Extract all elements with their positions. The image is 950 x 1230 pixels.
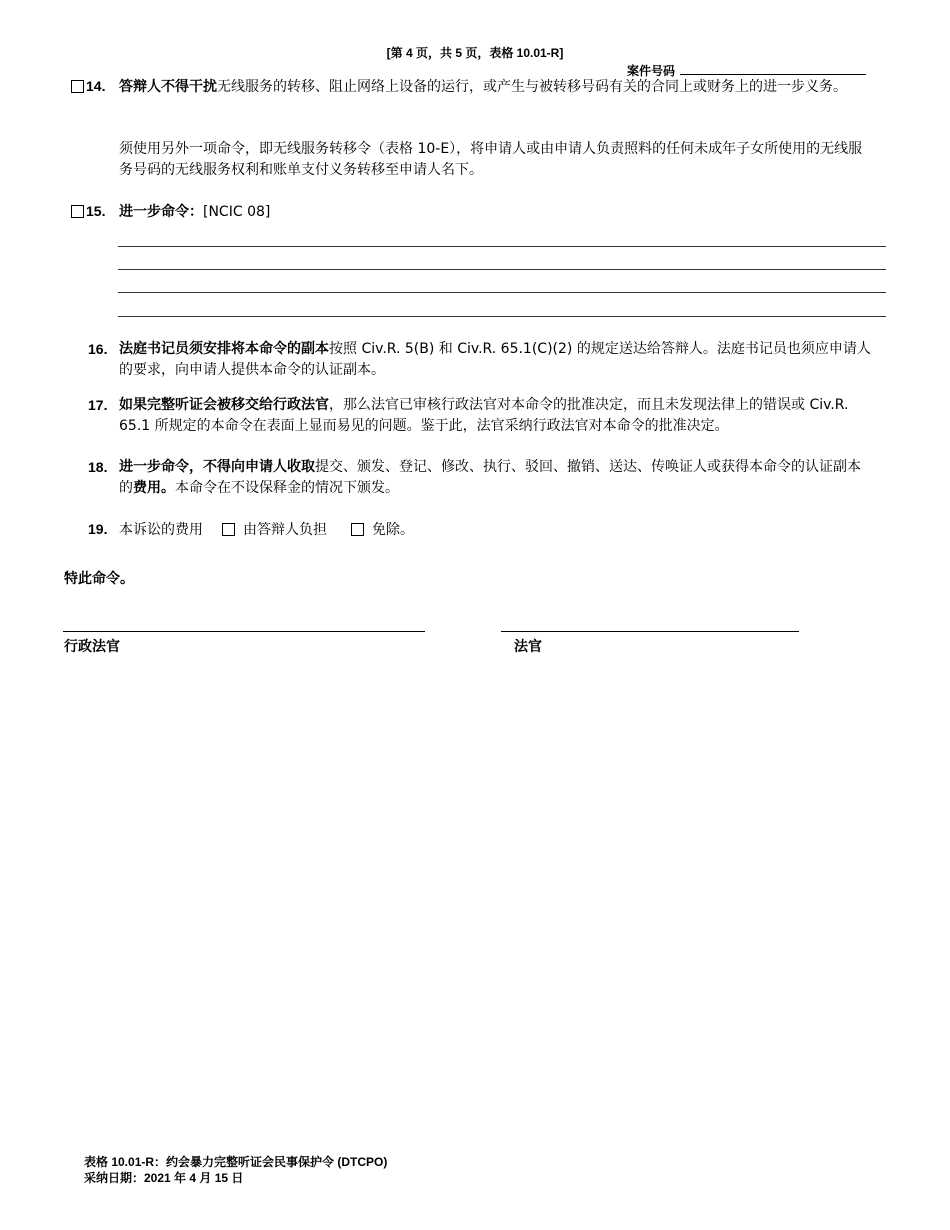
item-18-heading: 进一步命令，不得向申请人收取 xyxy=(119,459,315,475)
judge-label: 法官 xyxy=(514,639,542,655)
item-14-text xyxy=(119,77,871,98)
item-15-code: [NCIC 08] xyxy=(203,204,271,220)
item-18-fees: 费用。 xyxy=(133,480,175,496)
item-18-text xyxy=(119,457,871,499)
case-number-field[interactable] xyxy=(680,74,866,75)
judge-signature-line[interactable] xyxy=(501,631,799,632)
magistrate-label: 行政法官 xyxy=(64,639,120,655)
item-16-text xyxy=(119,339,871,381)
item-14-para2: 须使用另外一项命令，即无线服务转移令（表格 10-E），将申请人或由申请人负责照料的任何未成年子女所使用的无线服务号码的无线服务权利和账单支付义务转移至申请人名下。 xyxy=(119,141,863,178)
item-18-number: 18. xyxy=(88,459,108,475)
costs-waived-checkbox[interactable] xyxy=(351,523,364,536)
item-15-checkbox[interactable] xyxy=(71,205,84,218)
item-17-number: 17. xyxy=(88,397,108,413)
item-15-number: 15. xyxy=(86,203,106,219)
magistrate-signature-line[interactable] xyxy=(63,631,425,632)
item-16-number: 16. xyxy=(88,341,108,357)
item-19-number: 19. xyxy=(88,521,108,537)
item-19-heading: 本诉讼的费用 xyxy=(119,522,203,538)
costs-respondent-checkbox[interactable] xyxy=(222,523,235,536)
item-16-body: 按照 Civ.R. 5(B) 和 Civ.R. 65.1(C)(2) 的规定送达给答辩人。法庭书记员也须应申请人的要求，向申请人提供本命令的认证副本。 xyxy=(119,341,871,378)
footer-form-title: 表格 10.01-R：约会暴力完整听证会民事保护令 (DTCPO) xyxy=(84,1155,388,1169)
further-orders-line-3[interactable] xyxy=(118,292,886,293)
item-14-number: 14. xyxy=(86,78,106,94)
item-14-body: 无线服务的转移、阻止网络上设备的运行，或产生与被转移号码有关的合同上或财务上的进一步义务。 xyxy=(217,79,847,95)
item-17-body: ，那么法官已审核行政法官对本命令的批准决定，而且未发现法律上的错误或 Civ.R. 65.1 所规定的本命令在表面上显而易见的问题。鉴于此，法官采纳行政法官对本命令的批准决定。 xyxy=(119,397,849,434)
item-17-heading: 如果完整听证会被移交给行政法官 xyxy=(119,397,329,413)
costs-respondent-label: 由答辩人负担 xyxy=(243,522,327,538)
further-orders-line-2[interactable] xyxy=(118,269,886,270)
further-orders-line-4[interactable] xyxy=(118,316,886,317)
costs-waived-label: 免除。 xyxy=(372,522,414,538)
item-14-checkbox[interactable] xyxy=(71,80,84,93)
item-18-body: 提交、颁发、登记、修改、执行、驳回、撤销、送达、传唤证人或获得本命令的认证副本的 xyxy=(119,459,861,496)
item-16-heading: 法庭书记员须安排将本命令的副本 xyxy=(119,341,329,357)
case-number-label: 案件号码 xyxy=(627,64,676,78)
item-14-heading: 答辩人不得干扰 xyxy=(119,79,217,95)
item-18-body-2: 本命令在不设保释金的情况下颁发。 xyxy=(175,480,399,496)
so-ordered: 特此命令。 xyxy=(64,571,134,587)
item-15-text xyxy=(119,202,871,223)
item-17-text xyxy=(119,395,871,437)
further-orders-line-1[interactable] xyxy=(118,246,886,247)
item-15-heading: 进一步命令： xyxy=(119,204,203,220)
page-header: [第 4 页，共 5 页，表格 10.01-R] xyxy=(386,46,564,60)
footer-adopted-date: 采纳日期：2021 年 4 月 15 日 xyxy=(84,1171,244,1185)
